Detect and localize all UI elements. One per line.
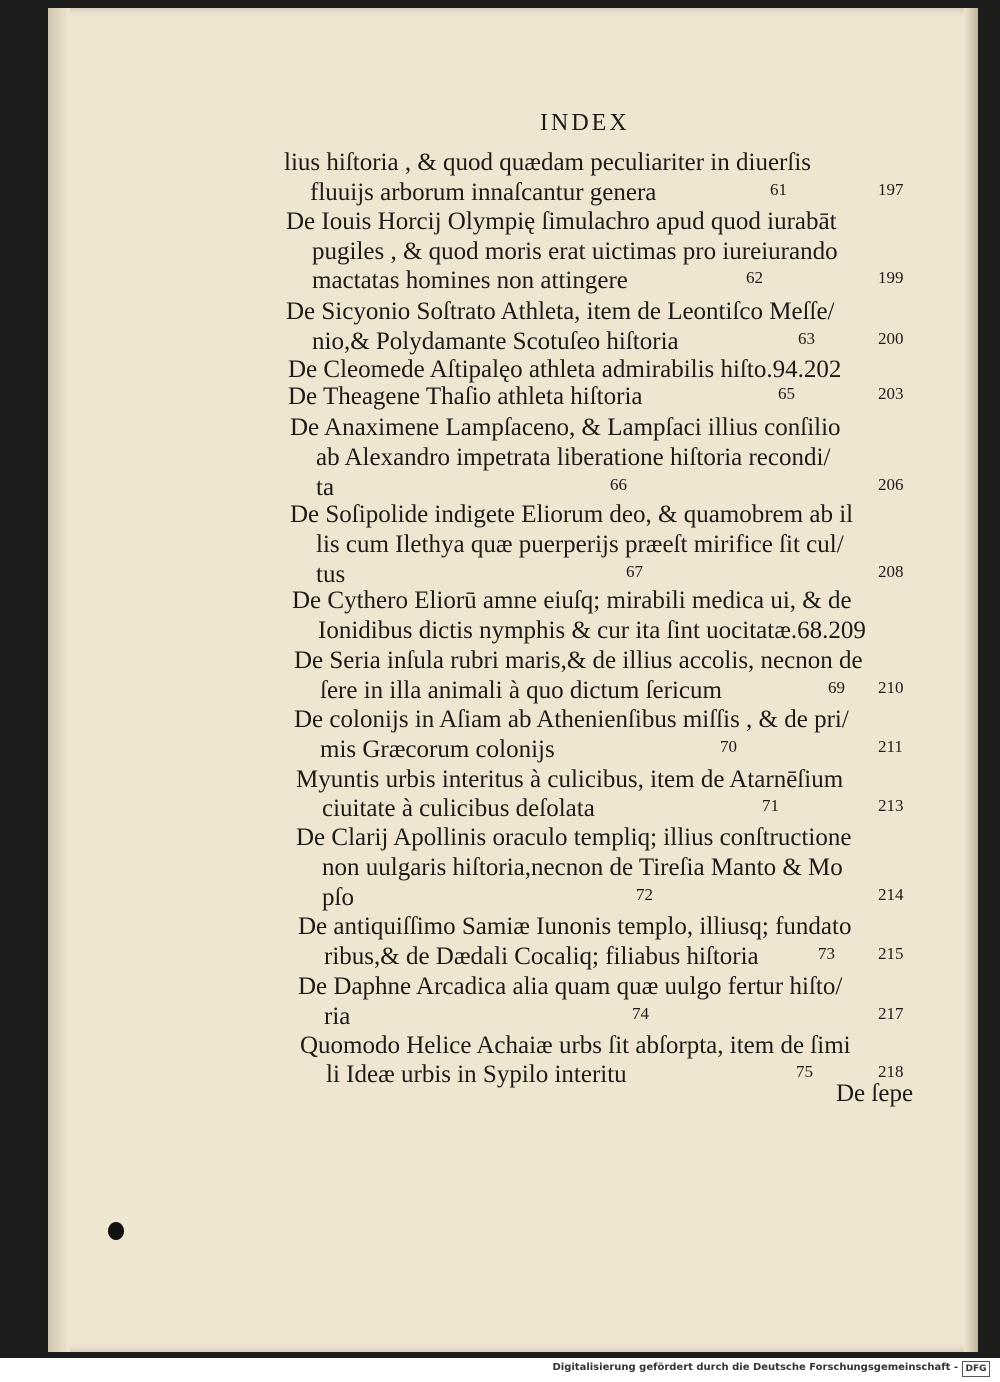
index-entry-continuation: Ionidibus dictis nymphis & cur ita ſint uocitatæ.68.209 <box>318 617 866 644</box>
index-entry-continuation: tus <box>316 561 346 588</box>
index-entry-line: Myuntis urbis interitus à culicibus, item de Atarnēſium <box>296 766 844 793</box>
index-entry-line: De Seria inſula rubri maris,& de illius accolis, necnon de <box>294 647 863 674</box>
page-number: 199 <box>878 268 904 287</box>
index-entry-continuation: non uulgaris hiſtoria,necnon de Tireſia Manto & Mo <box>322 854 843 881</box>
page-number: 206 <box>878 475 904 494</box>
index-entry-continuation: lis cum Ilethya quæ puerperijs præeſt mirifice ſit cul/ <box>316 531 844 558</box>
catchword: De ſepe <box>836 1080 914 1107</box>
footer-credit: Digitalisierung gefördert durch die Deutsche Forschungsgemeinschaft - <box>552 1362 958 1373</box>
chapter-number: 67 <box>626 562 643 581</box>
index-entry-continuation: ab Alexandro impetrata liberatione hiſtoria recondi/ <box>316 444 831 471</box>
page-number: 200 <box>878 329 904 348</box>
chapter-number: 66 <box>610 475 627 494</box>
index-entry-continuation: mis Græcorum colonijs <box>320 736 555 763</box>
index-entry-line: De Cythero Eliorū amne eiuſq; mirabili medica ui, & de <box>292 587 852 614</box>
index-entry-line: De Sicyonio Soſtrato Athleta, item de Leontiſco Meſſe/ <box>286 298 835 325</box>
chapter-number: 73 <box>818 944 835 963</box>
index-entry-continuation: ciuitate à culicibus deſolata <box>322 795 595 822</box>
index-entry-line: lius hiſtoria , & quod quædam peculiariter in diuerſis <box>284 149 811 176</box>
index-entry-line: De Daphne Arcadica alia quam quæ uulgo fertur hiſto/ <box>298 973 843 1000</box>
page-header: INDEX <box>540 110 630 136</box>
chapter-number: 72 <box>636 885 653 904</box>
index-entry-continuation: ribus,& de Dædali Cocaliq; filiabus hiſtoria <box>324 943 759 970</box>
index-entry-line: De Iouis Horcij Olympię ſimulachro apud quod iurabāt <box>286 208 837 235</box>
chapter-number: 75 <box>796 1062 813 1081</box>
page-number: 213 <box>878 796 904 815</box>
index-entry-continuation: pſo <box>322 884 354 911</box>
index-entry-line: De antiquiſſimo Samiæ Iunonis templo, illiusq; fundato <box>298 913 852 940</box>
chapter-number: 65 <box>778 384 795 403</box>
index-entry-continuation: ria <box>324 1003 351 1030</box>
page-number: 211 <box>878 737 903 756</box>
page-number: 197 <box>878 180 904 199</box>
chapter-number: 71 <box>762 796 779 815</box>
chapter-number: 74 <box>632 1004 649 1023</box>
index-entry-line: De Clarij Apollinis oraculo templiq; illius conſtructione <box>296 824 852 851</box>
index-entry-continuation: mactatas homines non attingere <box>312 267 628 294</box>
page-number: 218 <box>878 1062 904 1081</box>
chapter-number: 70 <box>720 737 737 756</box>
index-entry-line: De Cleomede Aſtipalęo athleta admirabilis hiſto.94.202 <box>288 356 842 383</box>
index-entry-line: De colonijs in Aſiam ab Athenienſibus miſſis , & de pri/ <box>294 706 849 733</box>
index-entry-continuation: nio,& Polydamante Scotuſeo hiſtoria <box>312 328 679 355</box>
index-entry-line: De Theagene Thaſio athleta hiſtoria <box>288 383 643 410</box>
chapter-number: 62 <box>746 268 763 287</box>
ink-blot <box>108 1222 124 1240</box>
index-entry-line: De Anaximene Lampſaceno, & Lampſaci illius conſilio <box>290 414 841 441</box>
index-entry-continuation: fluuijs arborum innaſcantur genera <box>310 179 657 206</box>
index-entry-continuation: li Ideæ urbis in Sypilo interitu <box>326 1061 627 1088</box>
page-number: 203 <box>878 384 904 403</box>
index-entry-line: De Soſipolide indigete Eliorum deo, & quamobrem ab il <box>290 501 854 528</box>
chapter-number: 63 <box>798 329 815 348</box>
chapter-number: 69 <box>828 678 845 697</box>
page-number: 214 <box>878 885 904 904</box>
index-entry-continuation: pugiles , & quod moris erat uictimas pro iureiurando <box>312 238 838 265</box>
chapter-number: 61 <box>770 180 787 199</box>
page-number: 217 <box>878 1004 904 1023</box>
index-entry-continuation: ta <box>316 474 335 501</box>
index-entry-continuation: ſere in illa animali à quo dictum ſericum <box>320 677 722 704</box>
page-number: 208 <box>878 562 904 581</box>
dfg-logo: DFG <box>962 1361 990 1377</box>
page-number: 215 <box>878 944 904 963</box>
page-number: 210 <box>878 678 904 697</box>
index-entry-line: Quomodo Helice Achaiæ urbs ſit abſorpta, item de ſimi <box>300 1032 851 1059</box>
